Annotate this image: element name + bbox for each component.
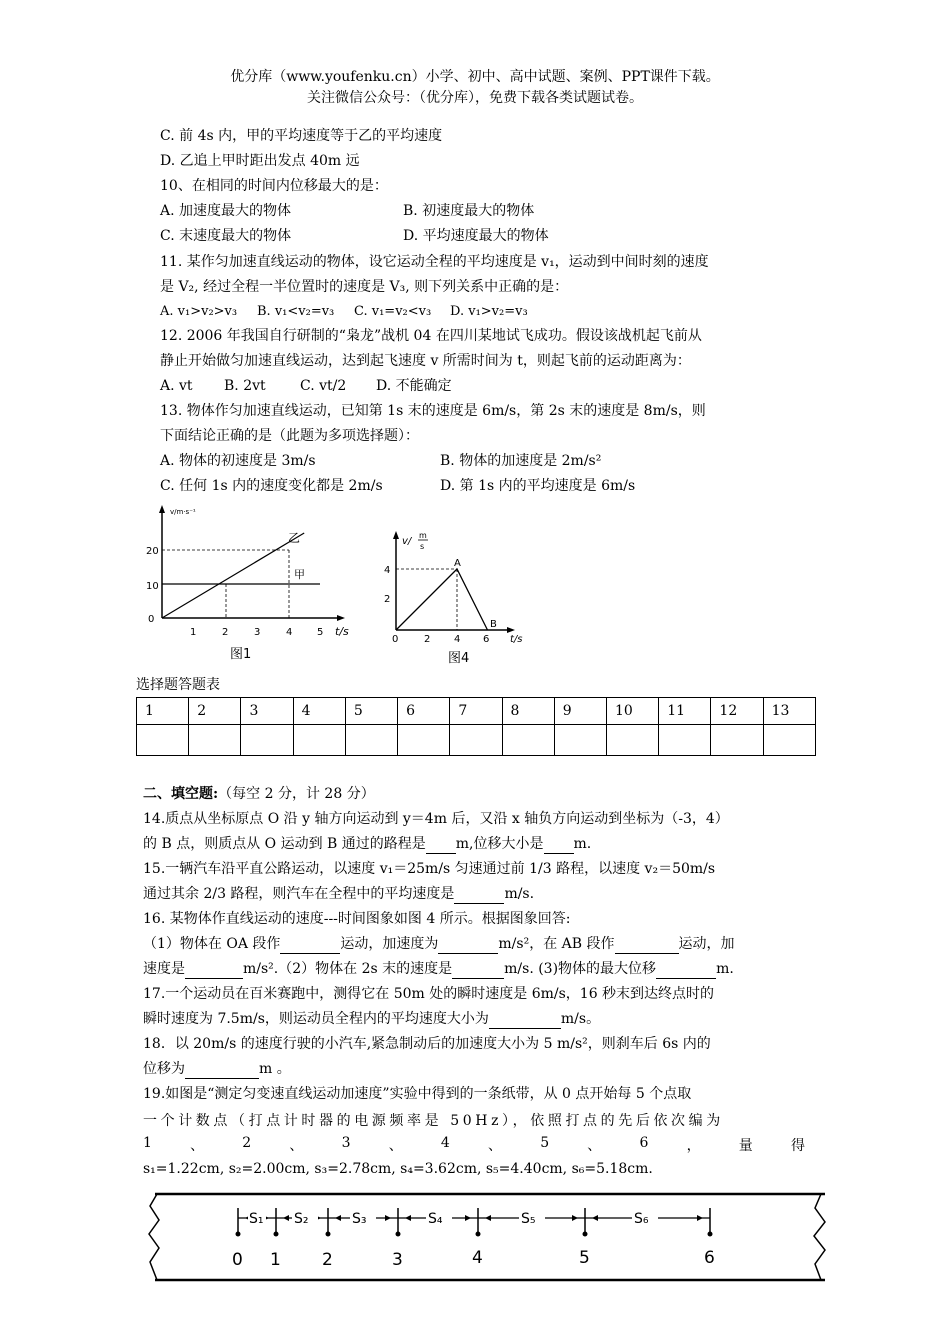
q10-stem: 10、在相同的时间内位移最大的是：: [160, 178, 388, 194]
answer-header-cell: 1: [137, 698, 189, 725]
answer-header-cell: 7: [450, 698, 502, 725]
figure-1-vt-graph: [140, 500, 360, 670]
answer-cell[interactable]: [502, 725, 554, 756]
tape-segment-s1: S₁: [249, 1211, 264, 1227]
fig1-x-label: t/s: [335, 625, 349, 638]
q11-stem-line1: 11. 某作匀加速直线运动的物体，设它运动全程的平均速度是 v₁，运动到中间时刻的速度: [160, 254, 709, 270]
q19-token: 5: [540, 1135, 550, 1151]
q12-stem-line1: 12. 2006 年我国自行研制的“枭龙”战机 04 在四川某地试飞成功。假设该战机起飞前从: [160, 328, 702, 344]
answer-cell[interactable]: [137, 725, 189, 756]
q16-line2: [143, 935, 735, 954]
section2-note: （每空 2 分，计 28 分）: [218, 786, 375, 802]
section2-title: 二、填空题:: [143, 786, 219, 802]
q17-text-b: m/s。: [560, 1011, 601, 1027]
fig1-xtick-5: 5: [317, 627, 324, 638]
answer-cell[interactable]: [293, 725, 345, 756]
answer-cell[interactable]: [659, 725, 711, 756]
fig4-ytick-2: 2: [384, 594, 391, 605]
answer-cell[interactable]: [189, 725, 241, 756]
answer-header-cell: 8: [502, 698, 554, 725]
fig4-xtick-4: 4: [454, 634, 461, 645]
tape-point-0: 0: [232, 1250, 243, 1270]
fig1-ytick-10: 10: [146, 581, 159, 592]
q14-text-b: m,位移大小是: [455, 836, 544, 852]
answer-cell[interactable]: [450, 725, 502, 756]
q16-text-b: 运动，加速度为: [340, 936, 439, 952]
answer-cell[interactable]: [241, 725, 293, 756]
fig4-point-b: B: [490, 619, 497, 630]
q15-blank[interactable]: [454, 885, 504, 904]
fig4-xtick-2: 2: [424, 634, 431, 645]
q19-token: 6: [639, 1135, 649, 1151]
q13-option-c: C. 任何 1s 内的速度变化都是 2m/s: [160, 478, 383, 494]
answer-header-cell: 13: [763, 698, 815, 725]
fig1-y-arrow: [159, 505, 165, 513]
q9-option-c: C. 前 4s 内，甲的平均速度等于乙的平均速度: [160, 128, 443, 144]
fig4-point-a: A: [454, 558, 461, 569]
tape-point-2: 2: [322, 1250, 333, 1270]
tape-arrow: [465, 1215, 471, 1221]
q16-blank-2[interactable]: [438, 935, 498, 954]
q17-blank[interactable]: [489, 1010, 561, 1029]
site-header-line1: 优分库（www.youfenku.cn）小学、初中、高中试题、案例、PPT课件下载。: [230, 69, 720, 85]
answer-header-cell: 4: [293, 698, 345, 725]
tape-point-5: 5: [579, 1248, 590, 1268]
q15-text-a: 通过其余 2/3 路程，则汽车在全程中的平均速度是: [143, 886, 455, 902]
answer-cell[interactable]: [763, 725, 815, 756]
q14-text-c: m.: [573, 836, 592, 852]
q19-token: ，: [686, 1138, 701, 1154]
q16-text-h: m.: [716, 961, 734, 977]
tape-dot-1: [274, 1232, 279, 1237]
fig4-ylabel-num: m: [419, 531, 427, 540]
fig4-line-v: [396, 569, 488, 630]
answer-header-cell: 5: [345, 698, 397, 725]
q19-token: 、: [388, 1138, 403, 1154]
answer-table-header-row: [137, 698, 816, 725]
q12-option-d: D. 不能确定: [376, 378, 452, 394]
q18-text-a: 位移为: [143, 1061, 185, 1077]
fig1-label-jia: 甲: [294, 568, 305, 581]
tape-segment-s6: S₆: [634, 1211, 649, 1227]
answer-cell[interactable]: [398, 725, 450, 756]
answer-header-cell: 11: [659, 698, 711, 725]
tape-arrow: [405, 1215, 411, 1221]
q19-token: 、: [587, 1138, 602, 1154]
q11-stem-line2: 是 V₂, 经过全程一半位置时的速度是 V₃, 则下列关系中正确的是：: [160, 279, 569, 295]
q16-text-g: m/s. (3)物体的最大位移: [504, 961, 657, 977]
q18-blank[interactable]: [185, 1060, 259, 1079]
tape-point-4: 4: [472, 1248, 483, 1268]
q19-line1: 19.如图是“测定匀变速直线运动加速度”实验中得到的一条纸带，从 0 点开始每 5 个点取: [143, 1086, 692, 1102]
q10-option-c: C. 末速度最大的物体: [160, 228, 292, 244]
answer-header-cell: 9: [554, 698, 606, 725]
q19-line4: s₁=1.22cm, s₂=2.00cm, s₃=2.78cm, s₄=3.62cm, s₅=4.40cm, s₆=5.18cm.: [143, 1161, 653, 1177]
answer-header-cell: 6: [398, 698, 450, 725]
q16-text-f: m/s².（2）物体在 2s 末的速度是: [243, 961, 453, 977]
q17-text-a: 瞬时速度为 7.5m/s，则运动员全程内的平均速度大小为: [143, 1011, 489, 1027]
answer-cell[interactable]: [345, 725, 397, 756]
q19-token: 3: [341, 1135, 351, 1151]
q19-token: 2: [242, 1135, 252, 1151]
fig4-xtick-6: 6: [483, 634, 490, 645]
q14-blank-2[interactable]: [544, 835, 574, 854]
fig4-xtick-0: 0: [392, 634, 399, 645]
q10-option-d: D. 平均速度最大的物体: [403, 228, 549, 244]
q16-text-c: m/s²，在 AB 段作: [498, 936, 615, 952]
q19-token: 、: [488, 1138, 502, 1154]
tape-point-3: 3: [392, 1250, 403, 1270]
fig1-ytick-20: 20: [146, 546, 159, 557]
q11-option-a: A. v₁>v₂>v₃: [160, 304, 238, 319]
answer-cell[interactable]: [606, 725, 658, 756]
q19-line2: [143, 1110, 805, 1130]
q12-stem-line2: 静止开始做匀加速直线运动，达到起飞速度 v 所需时间为 t，则起飞前的运动距离为：: [160, 353, 691, 369]
q9-option-d: D. 乙追上甲时距出发点 40m 远: [160, 153, 360, 169]
q16-blank-1[interactable]: [280, 935, 340, 954]
fig1-y-label: v/m·s⁻¹: [170, 508, 196, 516]
fig1-x-arrow: [337, 615, 345, 621]
section2-heading: [143, 785, 375, 803]
q17-line1: 17.一个运动员在百米赛跑中，测得它在 50m 处的瞬时速度是 6m/s，16 秒末到达终点时的: [143, 986, 715, 1002]
q19-token: 、: [289, 1138, 304, 1154]
tape-right-tear: [814, 1194, 825, 1280]
tape-point-1: 1: [270, 1250, 281, 1270]
tape-arrow: [592, 1215, 598, 1221]
q10-option-a: A. 加速度最大的物体: [160, 203, 292, 219]
tape-arrow: [283, 1215, 289, 1221]
fig1-xtick-2: 2: [222, 627, 229, 638]
tape-dot-2: [326, 1232, 331, 1237]
q14-line1: 14.质点从坐标原点 O 沿 y 轴方向运动到 y＝4m 后，又沿 x 轴负方向运动到坐标为（-3，4）: [143, 811, 729, 827]
tape-dot-6: [708, 1232, 713, 1237]
q13-option-d: D. 第 1s 内的平均速度是 6m/s: [440, 478, 636, 494]
q14-line2: [143, 835, 591, 854]
fig1-caption: 图1: [230, 647, 252, 662]
fig4-x-arrow: [507, 627, 515, 633]
q19-token: 得: [790, 1138, 805, 1154]
q16-blank-3[interactable]: [615, 935, 679, 954]
q11-option-d: D. v₁>v₂=v₃: [450, 304, 528, 319]
q17-line2: [143, 1010, 600, 1029]
tape-segment-s2: S₂: [294, 1211, 309, 1227]
tape-segment-s5: S₅: [521, 1211, 536, 1227]
q11-option-c: C. v₁=v₂<v₃: [354, 304, 432, 319]
tape-left-tear: [149, 1194, 159, 1280]
q18-line1: 18．以 20m/s 的速度行驶的小汽车,紧急制动后的加速度大小为 5 m/s²，则刹车后 6s 内的: [143, 1036, 711, 1052]
site-header-line2: 关注微信公众号：（优分库），免费下载各类试题试卷。: [307, 90, 643, 106]
fig1-xtick-4: 4: [286, 627, 293, 638]
q16-text-e: 速度是: [143, 961, 185, 977]
q12-option-c: C. vt/2: [300, 378, 347, 394]
tape-arrow: [385, 1215, 391, 1221]
tape-arrow: [335, 1215, 341, 1221]
tape-dot-0: [236, 1232, 241, 1237]
figure-4-vt-graph: [380, 528, 540, 668]
answer-table: [136, 697, 816, 756]
tape-arrow: [485, 1215, 491, 1221]
answer-table-title: 选择题答题表: [136, 677, 220, 693]
fig1-label-yi: 乙: [288, 531, 301, 545]
fig1-line-yi: [162, 533, 304, 618]
q12-option-a: A. vt: [160, 378, 193, 394]
q16-text-d: 运动，加: [678, 936, 735, 952]
tape-point-6: 6: [704, 1248, 715, 1268]
q13-stem-line2: 下面结论正确的是（此题为多项选择题）：: [160, 428, 419, 444]
tape-arrow: [697, 1215, 703, 1221]
q13-option-a: A. 物体的初速度是 3m/s: [160, 453, 316, 469]
q16-blank-6[interactable]: [656, 960, 716, 979]
q18-line2: [143, 1060, 291, 1079]
q16-text-a: （1）物体在 OA 段作: [143, 936, 281, 952]
fig4-ylabel-den: s: [420, 542, 425, 551]
fig4-caption: 图4: [448, 651, 470, 666]
q15-line2: [143, 885, 534, 904]
q19-line3: [143, 1135, 805, 1155]
fig4-y-arrow: [393, 531, 399, 539]
q12-option-b: B. 2vt: [224, 378, 266, 394]
tape-dot-4: [476, 1232, 481, 1237]
q13-option-b: B. 物体的加速度是 2m/s²: [440, 453, 602, 469]
q16-blank-4[interactable]: [185, 960, 243, 979]
answer-cell[interactable]: [711, 725, 763, 756]
tape-segment-s4: S₄: [428, 1211, 443, 1227]
q19-token: 量: [738, 1138, 753, 1154]
q19-token: 1: [143, 1135, 152, 1151]
answer-header-cell: 3: [241, 698, 293, 725]
q11-option-b: B. v₁<v₂=v₃: [257, 304, 335, 319]
fig1-xtick-1: 1: [190, 627, 197, 638]
paper-tape-figure: [145, 1190, 835, 1285]
fig1-xtick-3: 3: [254, 627, 261, 638]
fig4-ylabel-pre: v/: [402, 536, 412, 547]
answer-header-cell: 2: [189, 698, 241, 725]
q14-text-a: 的 B 点，则质点从 O 运动到 B 通过的路程是: [143, 836, 426, 852]
answer-header-cell: 12: [711, 698, 763, 725]
tape-dot-3: [396, 1232, 401, 1237]
q19-line2-text: 一个计数点（打点计时器的电源频率是 50Hz），依照打点的先后依次编为: [143, 1113, 724, 1129]
q16-line1: 16. 某物体作直线运动的速度---时间图象如图 4 所示。根据图象回答:: [143, 911, 571, 927]
q18-text-b: m 。: [259, 1061, 291, 1077]
q19-token: 、: [190, 1138, 205, 1154]
q19-token: 4: [440, 1135, 450, 1151]
q14-blank-1[interactable]: [426, 835, 456, 854]
answer-header-cell: 10: [606, 698, 658, 725]
q13-stem-line1: 13. 物体作匀加速直线运动，已知第 1s 末的速度是 6m/s，第 2s 末的速度是 8m/s，则: [160, 403, 706, 419]
q10-option-b: B. 初速度最大的物体: [403, 203, 535, 219]
fig4-x-label: t/s: [510, 634, 523, 645]
fig1-ytick-0: 0: [148, 614, 155, 625]
answer-cell[interactable]: [554, 725, 606, 756]
q15-line1: 15.一辆汽车沿平直公路运动，以速度 v₁＝25m/s 匀速通过前 1/3 路程，以速度 v₂＝50m/s: [143, 861, 716, 877]
q15-text-b: m/s.: [504, 886, 535, 902]
answer-table-answer-row: [137, 725, 816, 756]
tape-segment-s3: S₃: [352, 1211, 367, 1227]
tape-arrow: [572, 1215, 578, 1221]
fig4-ytick-4: 4: [384, 565, 391, 576]
q16-line3: [143, 960, 734, 979]
q16-blank-5[interactable]: [452, 960, 504, 979]
tape-dot-5: [583, 1232, 588, 1237]
